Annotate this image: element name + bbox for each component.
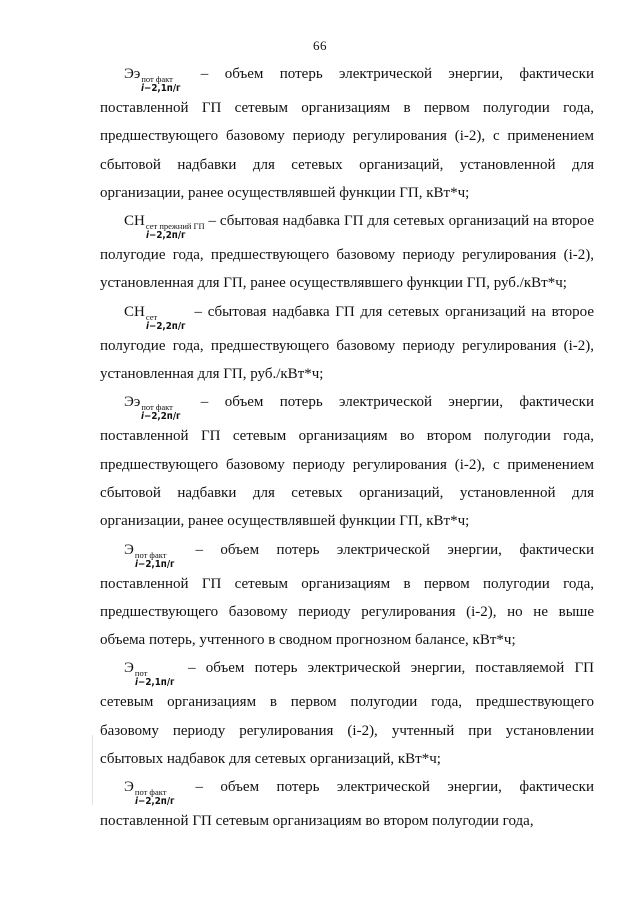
definition-paragraph (100, 207, 594, 298)
definition-text: – объем потерь электрической энергии, поставляемой ГП сетевым организациям в первом полугодии года, предшествующего базовому периоду регулирования (i-2), учтенный при установлении сбытовых надбавок для сетевых организаций, кВт*ч; (100, 660, 594, 768)
document-body (100, 60, 594, 836)
definition-text: – объем потерь электрической энергии, фактически поставленной ГП сетевым организациям во втором полугодии года, (100, 779, 594, 830)
definition-text: – объем потерь электрической энергии, фактически поставленной ГП сетевым организациям во втором полугодии года, предшествующего базовому периоду регулирования (i-2), с применением сбытовой надбавки для сетевых организаций, установленной для организации, ранее осуществлявшей функции ГП, кВт*ч; (100, 394, 594, 530)
formula-symbol: Ээ пот факт i−2,1п/г (124, 66, 181, 94)
formula-symbol: Э пот факт i−2,2п/г (124, 779, 175, 808)
definition-paragraph (100, 60, 594, 207)
formula-symbol: Э пот i−2,1п/г (124, 660, 175, 689)
formula-symbol: Ээ пот факт i−2,2п/г (124, 394, 181, 423)
formula-symbol: СН сет i−2,2п/г (124, 303, 186, 332)
scan-margin-line (92, 735, 93, 805)
definition-paragraph (100, 388, 594, 535)
definition-paragraph (100, 654, 594, 773)
definition-text: – объем потерь электрической энергии, фактически поставленной ГП сетевым организациям в первом полугодии года, предшествующего базовому периоду регулирования (i-2), но не выше объема потерь, учтенного в сводном прогнозном балансе, кВт*ч; (100, 541, 594, 649)
definition-paragraph (100, 298, 594, 389)
formula-symbol: Э пот факт i−2,1п/г (124, 541, 175, 570)
definition-text: – объем потерь электрической энергии, фактически поставленной ГП сетевым организациям в первом полугодии года, предшествующего базовому периоду регулирования (i-2), с применением сбытовой надбавки для сетевых организаций, установленной для организации, ранее осуществлявшей функции ГП, кВт*ч; (100, 66, 594, 201)
definition-text: – сбытовая надбавка ГП для сетевых организаций на второе полугодие года, предшествующего базовому периоду регулирования (i-2), установленная для ГП, руб./кВт*ч; (100, 303, 594, 383)
definition-paragraph (100, 536, 594, 655)
definition-paragraph (100, 773, 594, 835)
formula-symbol: СН сет прежний ГП i−2,2п/г (124, 213, 205, 242)
page-number: 66 (313, 38, 327, 53)
definition-text: – сбытовая надбавка ГП для сетевых организаций на второе полугодие года, предшествующего базовому периоду регулирования (i-2), установленная для ГП, ранее осуществлявшего функции ГП, руб./кВт*ч; (100, 213, 594, 292)
